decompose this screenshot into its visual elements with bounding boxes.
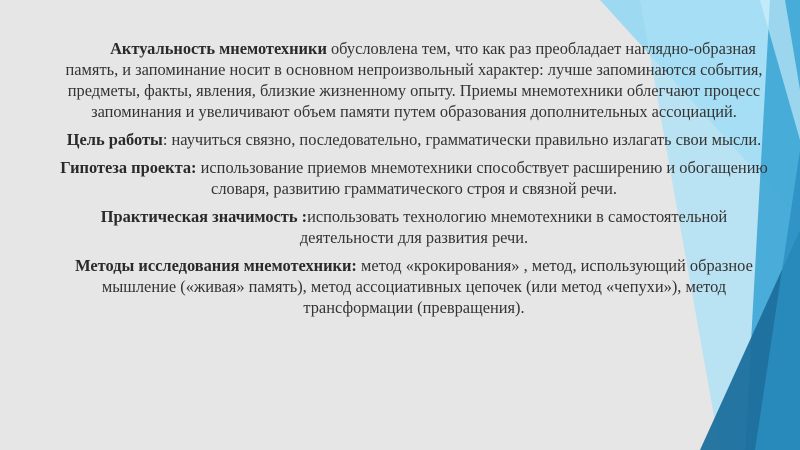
paragraph-relevance [58,38,770,122]
paragraph-text: метод «крокирования» , метод, использующий образное мышление («живая» память), метод ассоциативных цепочек (или метод «чепухи»), метод трансформации (превращения). [101,256,753,317]
paragraph-text: : научиться связно, последовательно, грамматически правильно излагать свои мысли. [162,130,762,149]
paragraph-goal [58,129,770,150]
paragraph-title: Гипотеза проекта: [60,158,197,177]
slide-content [58,38,770,325]
paragraph-hypothesis [58,157,770,199]
paragraph-practical-significance [58,206,770,248]
paragraph-text: использовать технологию мнемотехники в самостоятельной деятельности для развития речи. [299,207,728,247]
paragraph-title: Актуальность мнемотехники [110,39,327,58]
paragraph-title: Практическая значимость : [100,207,308,226]
paragraph-text: обусловлена тем, что как раз преобладает наглядно-образная память, и запоминание носит в основном непроизвольный характер: лучше запоминаются события, предметы, факты, явления, близкие жизненному опыту. Приемы мнемотехники облегчают процесс запоминания и увеличивают объем памяти путем образования дополнительных ассоциаций. [65,39,763,121]
paragraph-title: Методы исследования мнемотехники: [75,256,357,275]
paragraph-methods [58,255,770,318]
paragraph-title: Цель работы [66,130,163,149]
paragraph-text: использование приемов мнемотехники способствует расширению и обогащению словаря, развитию грамматического строя и связной речи. [196,158,768,198]
